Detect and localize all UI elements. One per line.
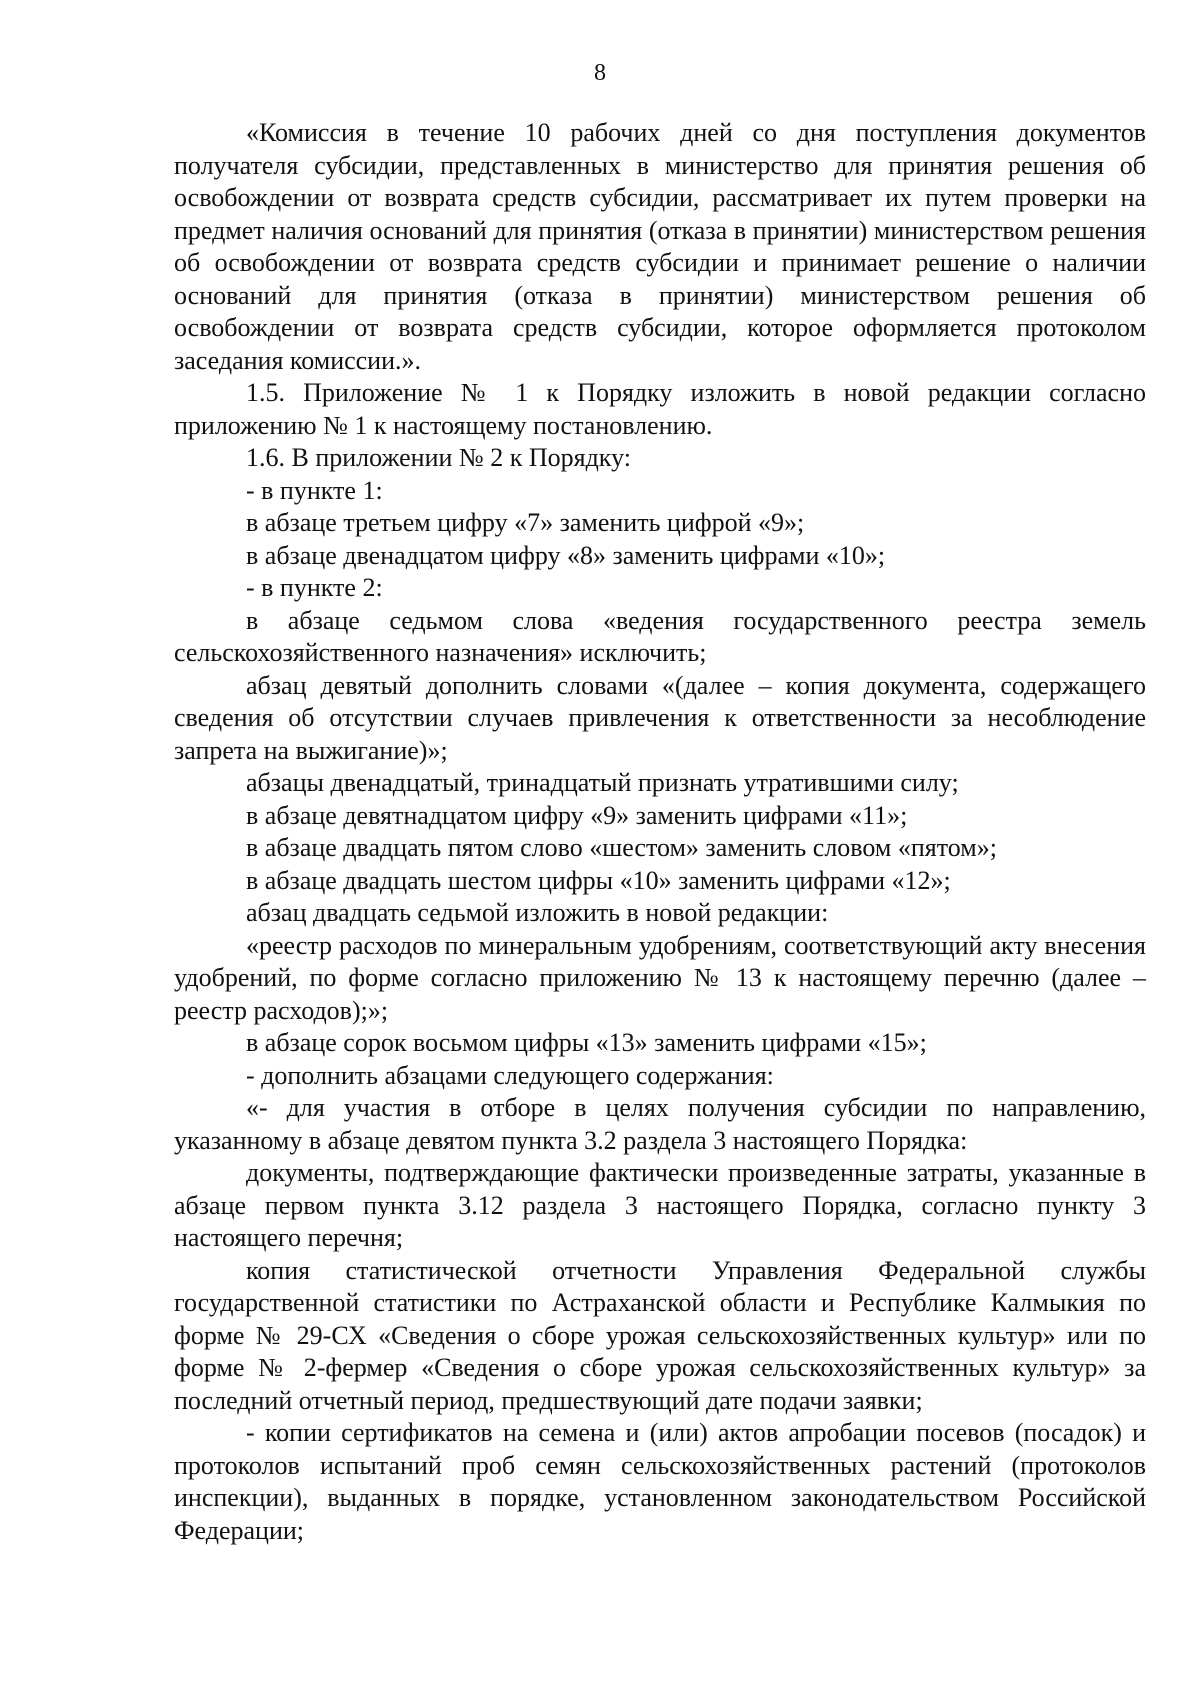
paragraph-point-2-abz-26: в абзаце двадцать шестом цифры «10» заменить цифрами «12»; [246,865,951,895]
paragraph-point-2-abz-25: в абзаце двадцать пятом слово «шестом» заменить словом «пятом»; [246,833,997,862]
paragraph-cost-documents: документы, подтверждающие фактически произведенные затраты, указанные в абзаце первом пункта 3.12 раздела 3 настоящего Порядка, согласно пункту 3 настоящего перечня; [174,1158,1146,1252]
paragraph-point-1: - в пункте 1: [246,475,383,505]
paragraph-add-abz: - дополнить абзацами следующего содержания: [246,1060,774,1090]
paragraph-selection-participation: «- для участия в отборе в целях получения субсидии по направлению, указанному в абзаце девятом пункта 3.2 раздела 3 настоящего Порядка: [174,1093,1146,1155]
paragraph-point-2-abz-9: абзац девятый дополнить словами «(далее – копия документа, содержащего сведения об отсутствии случаев привлечения к ответственности за несоблюдение запрета на выжигание)»; [174,670,1146,765]
paragraph-point-2-abz-27: абзац двадцать седьмой изложить в новой редакции: [246,898,829,927]
paragraph-point-2-abz-12-13: абзацы двенадцатый, тринадцатый признать утратившими силу; [246,768,959,797]
paragraph-point-2-abz-19: в абзаце девятнадцатом цифру «9» заменить цифрами «11»; [246,800,908,830]
page-number: 8 [594,60,606,86]
paragraph-point-2-abz-7: в абзаце седьмом слова «ведения государственного реестра земель сельскохозяйственного назначения» исключить; [174,605,1146,667]
paragraph-point-1-abz-3: в абзаце третьем цифру «7» заменить цифрой «9»; [246,508,805,537]
paragraph-1-5: 1.5. Приложение № 1 к Порядку изложить в новой редакции согласно приложению № 1 к настоящему постановлению. [174,378,1146,440]
paragraph-expense-register: «реестр расходов по минеральным удобрениям, соответствующий акту внесения удобрений, по форме согласно приложению № 13 к настоящему перечню (далее – реестр расходов);»; [174,930,1146,1025]
paragraph-point-1-abz-12: в абзаце двенадцатом цифру «8» заменить цифрами «10»; [246,540,886,570]
document-body [174,117,1146,1547]
paragraph-point-2-abz-48: в абзаце сорок восьмом цифры «13» заменить цифрами «15»; [246,1028,927,1057]
paragraph-1-6: 1.6. В приложении № 2 к Порядку: [246,443,631,472]
paragraph-point-2: - в пункте 2: [246,573,383,602]
paragraph-seed-certificates: - копии сертификатов на семена и (или) актов апробации посевов (посадок) и протоколов испытаний проб семян сельскохозяйственных растений (протоколов инспекции), выданных в порядке, установленном законодательством Российской Федерации; [174,1418,1146,1545]
paragraph-statistics-copy: копия статистической отчетности Управления Федеральной службы государственной статистики по Астраханской области и Республике Калмыкия по форме № 29-СХ «Сведения о сборе урожая сельскохозяйственных культур» или по форме № 2-фермер «Сведения о сборе урожая сельскохозяйственных культур» за последний отчетный период, предшествующий дате подачи заявки; [174,1255,1146,1415]
paragraph-commission-review: «Комиссия в течение 10 рабочих дней со дня поступления документов получателя субсидии, представленных в министерство для принятия решения об освобождении от возврата средств субсидии, рассматривает их путем проверки на предмет наличия оснований для принятия (отказа в принятии) министерством решения об освобождении от возврата средств субсидии и принимает решение о наличии оснований для принятия (отказа в принятии) министерством решения об освобождении от возврата средств субсидии, которое оформляется протоколом заседания комиссии.». [174,118,1146,375]
